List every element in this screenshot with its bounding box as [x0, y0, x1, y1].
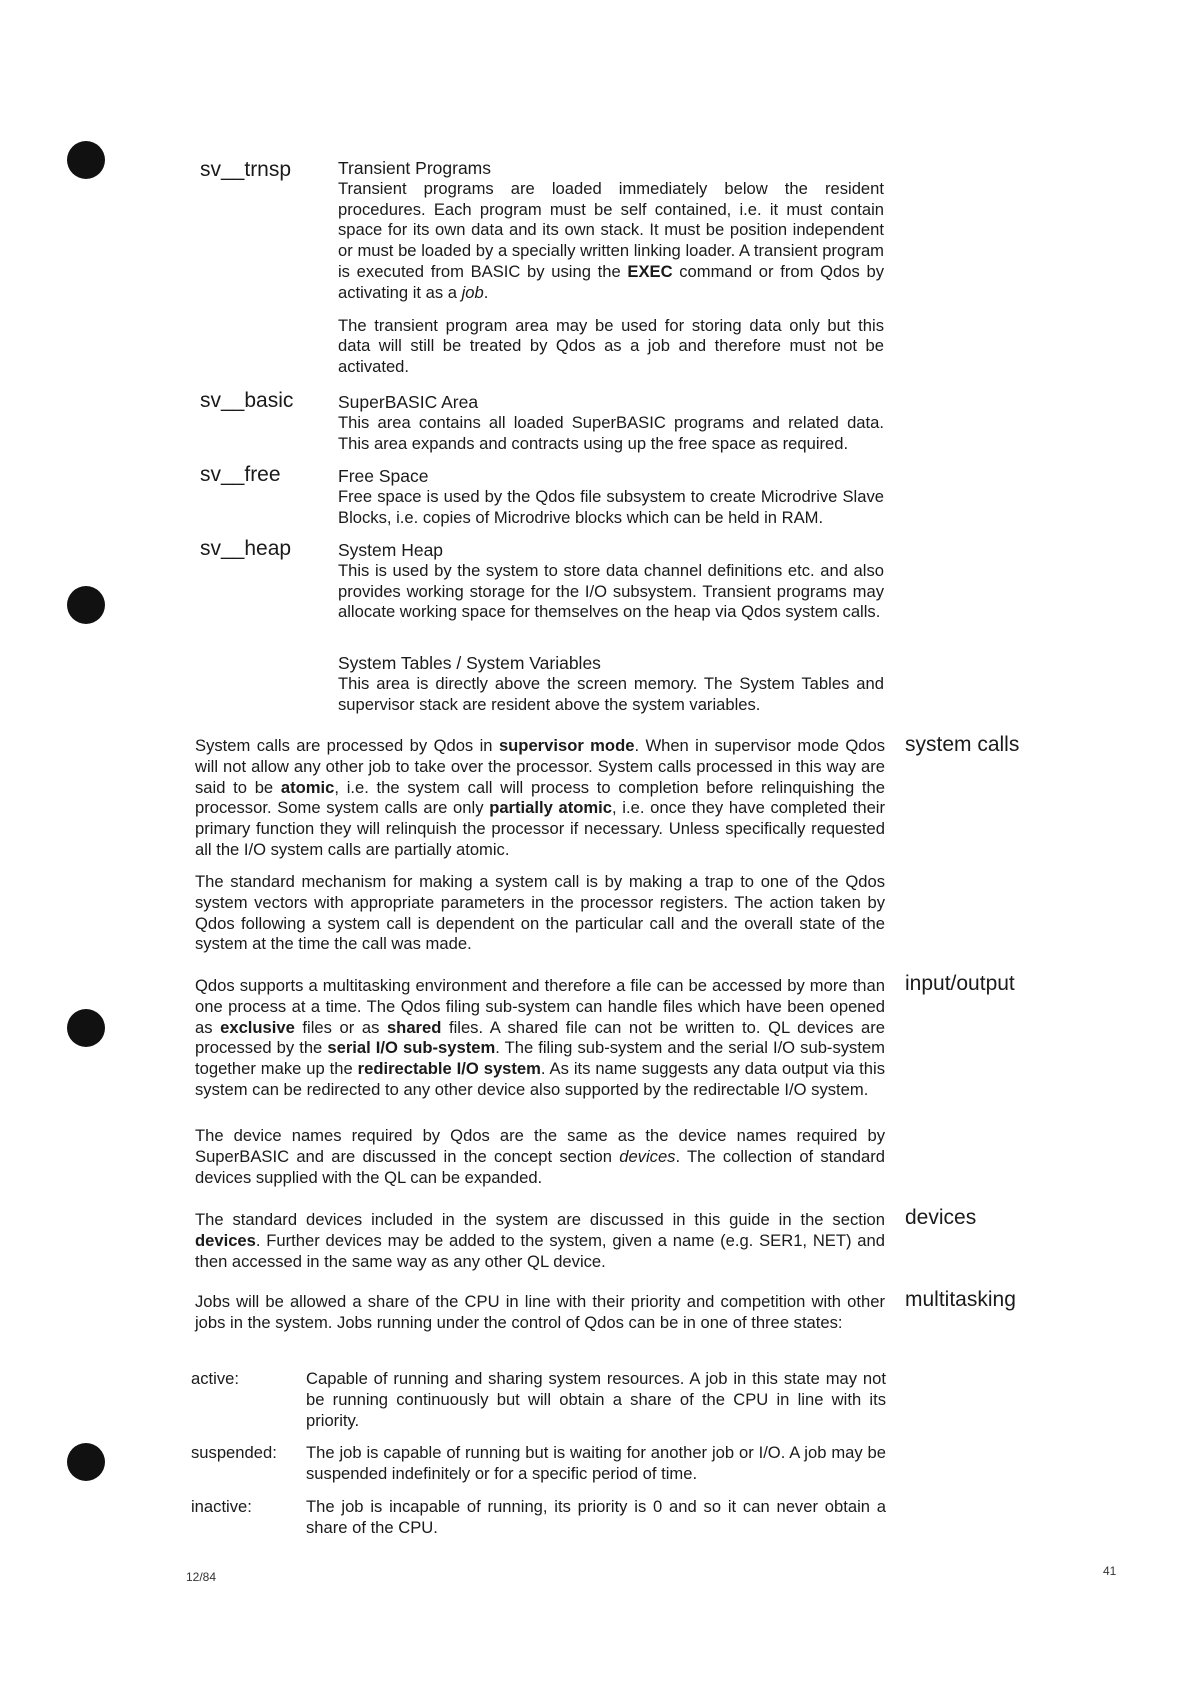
- binder-hole-1: [67, 141, 105, 179]
- state-label-inactive: inactive:: [191, 1497, 252, 1516]
- paragraph-system-calls-2: The standard mechanism for making a system call is by making a trap to one of the Qdos system vectors with appropriate parameters in the processor registers. The action taken by Qdos following a system call is dependent on the particular call and the overall state of the system at the time the call was made.: [195, 872, 885, 954]
- margin-label-system-calls: system calls: [905, 733, 1020, 756]
- section-transient-programs: [338, 158, 884, 378]
- term-sv-free: sv__free: [200, 463, 281, 486]
- state-text-suspended: The job is capable of running but is waiting for another job or I/O. A job may be suspended indefinitely or for a specific period of time.: [306, 1443, 886, 1483]
- binder-hole-3: [67, 1009, 105, 1047]
- paragraph-io-1: Qdos supports a multitasking environment and therefore a file can be accessed by more than one process at a time. The Qdos filing sub-system can handle files which have been opened as exclusive files or as shared files. A shared file can not be written to. QL devices are processed by the serial I/O sub-system. The filing sub-system and the serial I/O sub-system together make up the redirectable I/O system. As its name suggests any data output via this system can be redirected to any other device also supported by the redirectable I/O system.: [195, 976, 885, 1099]
- margin-label-multitasking: multitasking: [905, 1288, 1016, 1311]
- section-body: Free space is used by the Qdos file subsystem to create Microdrive Slave Blocks, i.e. copies of Microdrive blocks which can be held in RAM.: [338, 486, 884, 527]
- section-heading: SuperBASIC Area: [338, 392, 479, 412]
- paragraph-devices: The standard devices included in the system are discussed in this guide in the section devices. Further devices may be added to the system, given a name (e.g. SER1, NET) and then accessed in the same way as any other QL device.: [195, 1210, 885, 1271]
- section-body: This area is directly above the screen memory. The System Tables and supervisor stack are resident above the system variables.: [338, 673, 884, 714]
- term-sv-basic: sv__basic: [200, 389, 294, 412]
- section-system-heap: [338, 540, 884, 623]
- paragraph-system-calls-1: System calls are processed by Qdos in supervisor mode. When in supervisor mode Qdos will not allow any other job to take over the processor. System calls processed in this way are said to be atomic, i.e. the system call will process to completion before relinquishing the processor. Some system calls are only partially atomic, i.e. once they have completed their primary function they will relinquish the processor if necessary. Unless specifically requested all the I/O system calls are partially atomic.: [195, 736, 886, 859]
- section-heading: System Tables / System Variables: [338, 653, 601, 673]
- margin-label-devices: devices: [905, 1206, 977, 1229]
- section-body: This area contains all loaded SuperBASIC programs and related data. This area expands and contracts using up the free space as required.: [338, 412, 884, 453]
- section-body-2: The transient program area may be used for storing data only but this data will still be treated by Qdos as a job and therefore must not be activated.: [338, 315, 884, 377]
- state-label-active: active:: [191, 1369, 239, 1388]
- margin-label-input-output: input/output: [905, 972, 1015, 995]
- footer-page-number: 41: [1103, 1564, 1117, 1578]
- section-heading: Transient Programs: [338, 158, 492, 178]
- paragraph-io-2: The device names required by Qdos are the same as the device names required by SuperBASIC and are discussed in the concept section devices. The collection of standard devices supplied with the QL can be expanded.: [195, 1126, 885, 1187]
- section-free-space: [338, 466, 884, 528]
- section-body: This is used by the system to store data channel definitions etc. and also provides working storage for the I/O subsystem. Transient programs may allocate working space for themselves on the heap via Qdos system calls.: [338, 560, 884, 622]
- section-system-tables: [338, 653, 884, 715]
- section-superbasic-area: [338, 392, 884, 454]
- state-text-active: Capable of running and sharing system resources. A job in this state may not be running continuously but will obtain a share of the CPU in line with its priority.: [306, 1369, 886, 1430]
- footer-date: 12/84: [186, 1570, 217, 1584]
- term-sv-trnsp: sv__trnsp: [200, 158, 292, 181]
- paragraph-multitasking-intro: Jobs will be allowed a share of the CPU in line with their priority and competition with other jobs in the system. Jobs running under the control of Qdos can be in one of three states:: [195, 1292, 885, 1332]
- state-label-suspended: suspended:: [191, 1443, 277, 1462]
- binder-hole-2: [67, 586, 105, 624]
- binder-hole-4: [67, 1443, 105, 1481]
- term-sv-heap: sv__heap: [200, 537, 292, 560]
- section-heading: System Heap: [338, 540, 444, 560]
- state-text-inactive: The job is incapable of running, its priority is 0 and so it can never obtain a share of the CPU.: [306, 1497, 886, 1537]
- section-body: Transient programs are loaded immediately below the resident procedures. Each program must be self contained, i.e. it must contain space for its own data and its own stack. It must be position independent or must be loaded by a specially written linking loader. A transient program is executed from BASIC by using the EXEC command or from Qdos by activating it as a job.: [338, 178, 884, 302]
- section-heading: Free Space: [338, 466, 429, 486]
